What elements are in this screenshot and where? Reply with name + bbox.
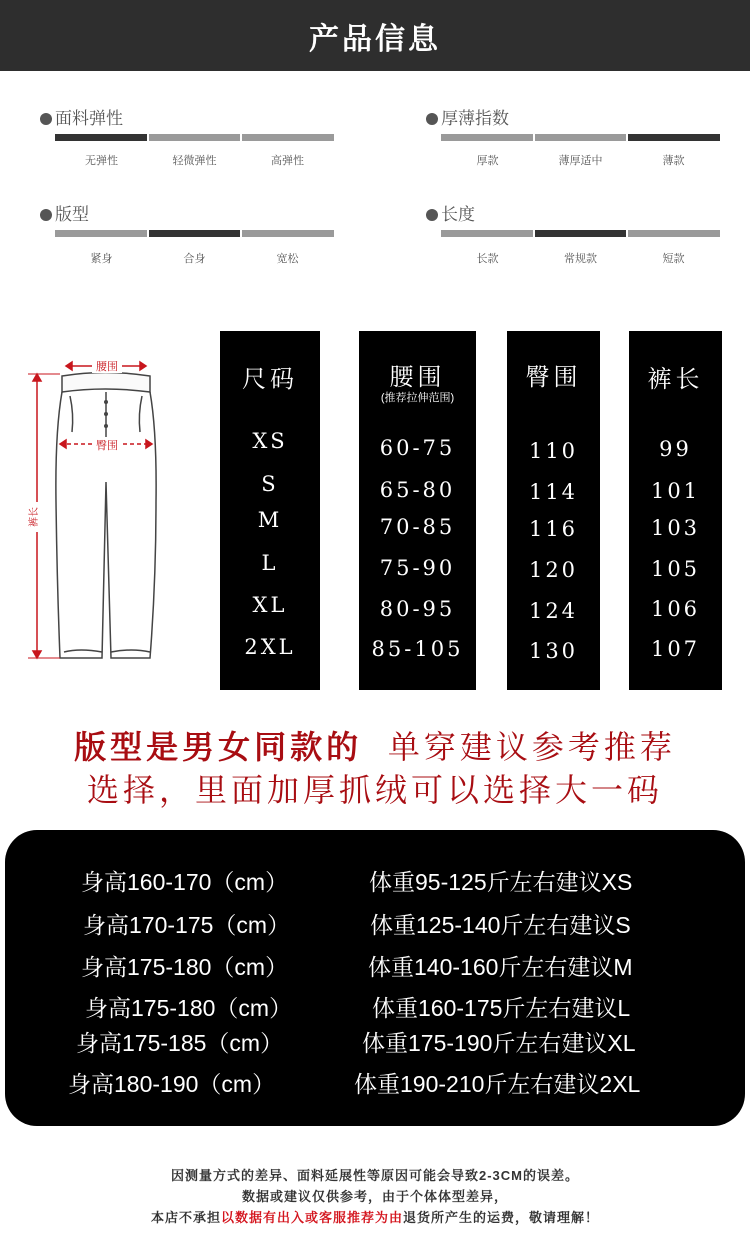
scale-segment	[535, 134, 627, 141]
waist-column-header: 腰围	[389, 363, 446, 391]
hip-label: 臀围	[96, 440, 118, 452]
attr-option: 薄款	[662, 155, 685, 167]
size-cell: 2XL	[244, 635, 296, 659]
length-label: 裤长	[29, 507, 40, 527]
attr-fit	[40, 200, 350, 280]
waist-cell: 65-80	[379, 478, 456, 502]
scale-segment	[441, 134, 533, 141]
recommendation-line-2: 选择，里面加厚抓绒可以选择大一码	[86, 772, 663, 808]
length-cell: 101	[650, 479, 701, 503]
length-cell: 103	[650, 516, 701, 540]
size-cell: XS	[252, 429, 288, 453]
attr-option: 短款	[662, 253, 685, 265]
bullet-icon	[426, 113, 438, 125]
unisex-note: 版型是男女同款的	[74, 729, 363, 765]
bullet-icon	[426, 209, 438, 221]
length-cell: 106	[650, 597, 701, 621]
scale-segment	[242, 230, 334, 237]
button-icon	[104, 400, 108, 404]
attr-option: 长款	[476, 253, 499, 265]
height-range: 身高170-175（cm）	[83, 912, 291, 938]
scale-segment	[149, 134, 241, 141]
height-range: 身高175-180（cm）	[81, 954, 289, 980]
size-guide-panel	[5, 830, 745, 1126]
scale-segment	[535, 230, 627, 237]
attr-option: 高弹性	[271, 155, 304, 167]
attr-option: 轻微弹性	[172, 155, 217, 167]
size-cell: M	[257, 508, 283, 532]
attr-length	[426, 200, 736, 280]
attr-option: 无弹性	[85, 155, 118, 167]
size-cell: L	[261, 551, 279, 575]
disclaimer-text: 退货所产生的运费，敬请理解！	[403, 1210, 600, 1225]
scale-segment	[242, 134, 334, 141]
height-range: 身高160-170（cm）	[81, 869, 289, 895]
bullet-icon	[40, 209, 52, 221]
waist-label: 腰围	[96, 361, 118, 373]
attr-scale-bar	[55, 230, 334, 237]
hip-column-header: 臀围	[525, 363, 582, 391]
hip-cell: 110	[528, 439, 579, 463]
attr-label: 厚薄指数	[441, 109, 509, 128]
disclaimer-highlight: 以数据有出入或客服推荐为由	[220, 1210, 403, 1225]
waist-cell: 85-105	[371, 637, 464, 661]
header-bar	[0, 0, 750, 71]
attr-option: 合身	[183, 253, 206, 265]
weight-recommendation: 体重175-190斤左右建议XL	[362, 1030, 636, 1056]
attr-scale-bar	[55, 134, 334, 141]
height-range: 身高175-185（cm）	[76, 1030, 284, 1056]
length-column-header: 裤长	[647, 365, 704, 393]
button-icon	[104, 412, 108, 416]
waist-column-subheader: (推荐拉伸范围)	[380, 392, 455, 404]
attr-label: 面料弹性	[55, 109, 123, 128]
weight-recommendation: 体重160-175斤左右建议L	[372, 995, 631, 1021]
hip-column	[507, 331, 600, 690]
length-cell: 107	[650, 637, 701, 661]
weight-recommendation: 体重140-160斤左右建议M	[368, 954, 633, 980]
waist-column	[359, 331, 476, 690]
attr-option: 紧身	[90, 253, 113, 265]
recommendation-text: 单穿建议参考推荐	[387, 729, 676, 765]
recommendation-line-1	[0, 722, 750, 768]
scale-segment	[628, 230, 720, 237]
disclaimer-line-2: 数据或建议仅供参考，由于个体体型差异，	[241, 1189, 508, 1204]
hip-cell: 130	[528, 639, 579, 663]
hip-cell: 114	[528, 480, 579, 504]
waist-cell: 70-85	[379, 515, 456, 539]
attr-fabric-elasticity	[40, 104, 350, 184]
height-range: 身高180-190（cm）	[68, 1071, 276, 1097]
disclaimer-line-1: 因测量方式的差异、面料延展性等原因可能会导致2-3CM的误差。	[170, 1168, 579, 1183]
attr-label: 版型	[55, 205, 89, 224]
waist-cell: 80-95	[379, 597, 456, 621]
size-column-header: 尺码	[242, 365, 298, 393]
scale-segment	[55, 134, 147, 141]
size-cell: XL	[252, 593, 288, 617]
weight-recommendation: 体重125-140斤左右建议S	[370, 912, 631, 938]
bullet-icon	[40, 113, 52, 125]
waist-cell: 75-90	[379, 556, 456, 580]
weight-recommendation: 体重190-210斤左右建议2XL	[354, 1071, 641, 1097]
scale-segment	[55, 230, 147, 237]
height-range: 身高175-180（cm）	[85, 995, 293, 1021]
weight-recommendation: 体重95-125斤左右建议XS	[369, 869, 633, 895]
scale-segment	[441, 230, 533, 237]
hip-cell: 120	[528, 558, 579, 582]
attr-scale-bar	[441, 134, 720, 141]
hip-cell: 124	[528, 599, 579, 623]
button-icon	[104, 424, 108, 428]
page-title: 产品信息	[309, 23, 441, 56]
attr-option: 薄厚适中	[558, 155, 603, 167]
size-cell: S	[261, 472, 279, 496]
length-cell: 105	[650, 557, 701, 581]
scale-segment	[149, 230, 241, 237]
disclaimer-text: 本店不承担	[150, 1210, 221, 1225]
attr-scale-bar	[441, 230, 720, 237]
pants-measurement-diagram	[10, 352, 180, 667]
attr-option: 宽松	[276, 253, 299, 265]
scale-segment	[628, 134, 720, 141]
size-column	[220, 331, 320, 690]
length-cell: 99	[659, 437, 692, 461]
attr-option: 厚款	[476, 155, 499, 167]
disclaimer-line-3	[0, 1207, 750, 1226]
attr-option: 常规款	[564, 253, 597, 265]
length-column	[629, 331, 722, 690]
attr-thickness	[426, 104, 736, 184]
waist-cell: 60-75	[379, 436, 456, 460]
attr-label: 长度	[441, 205, 475, 224]
hip-cell: 116	[528, 517, 579, 541]
